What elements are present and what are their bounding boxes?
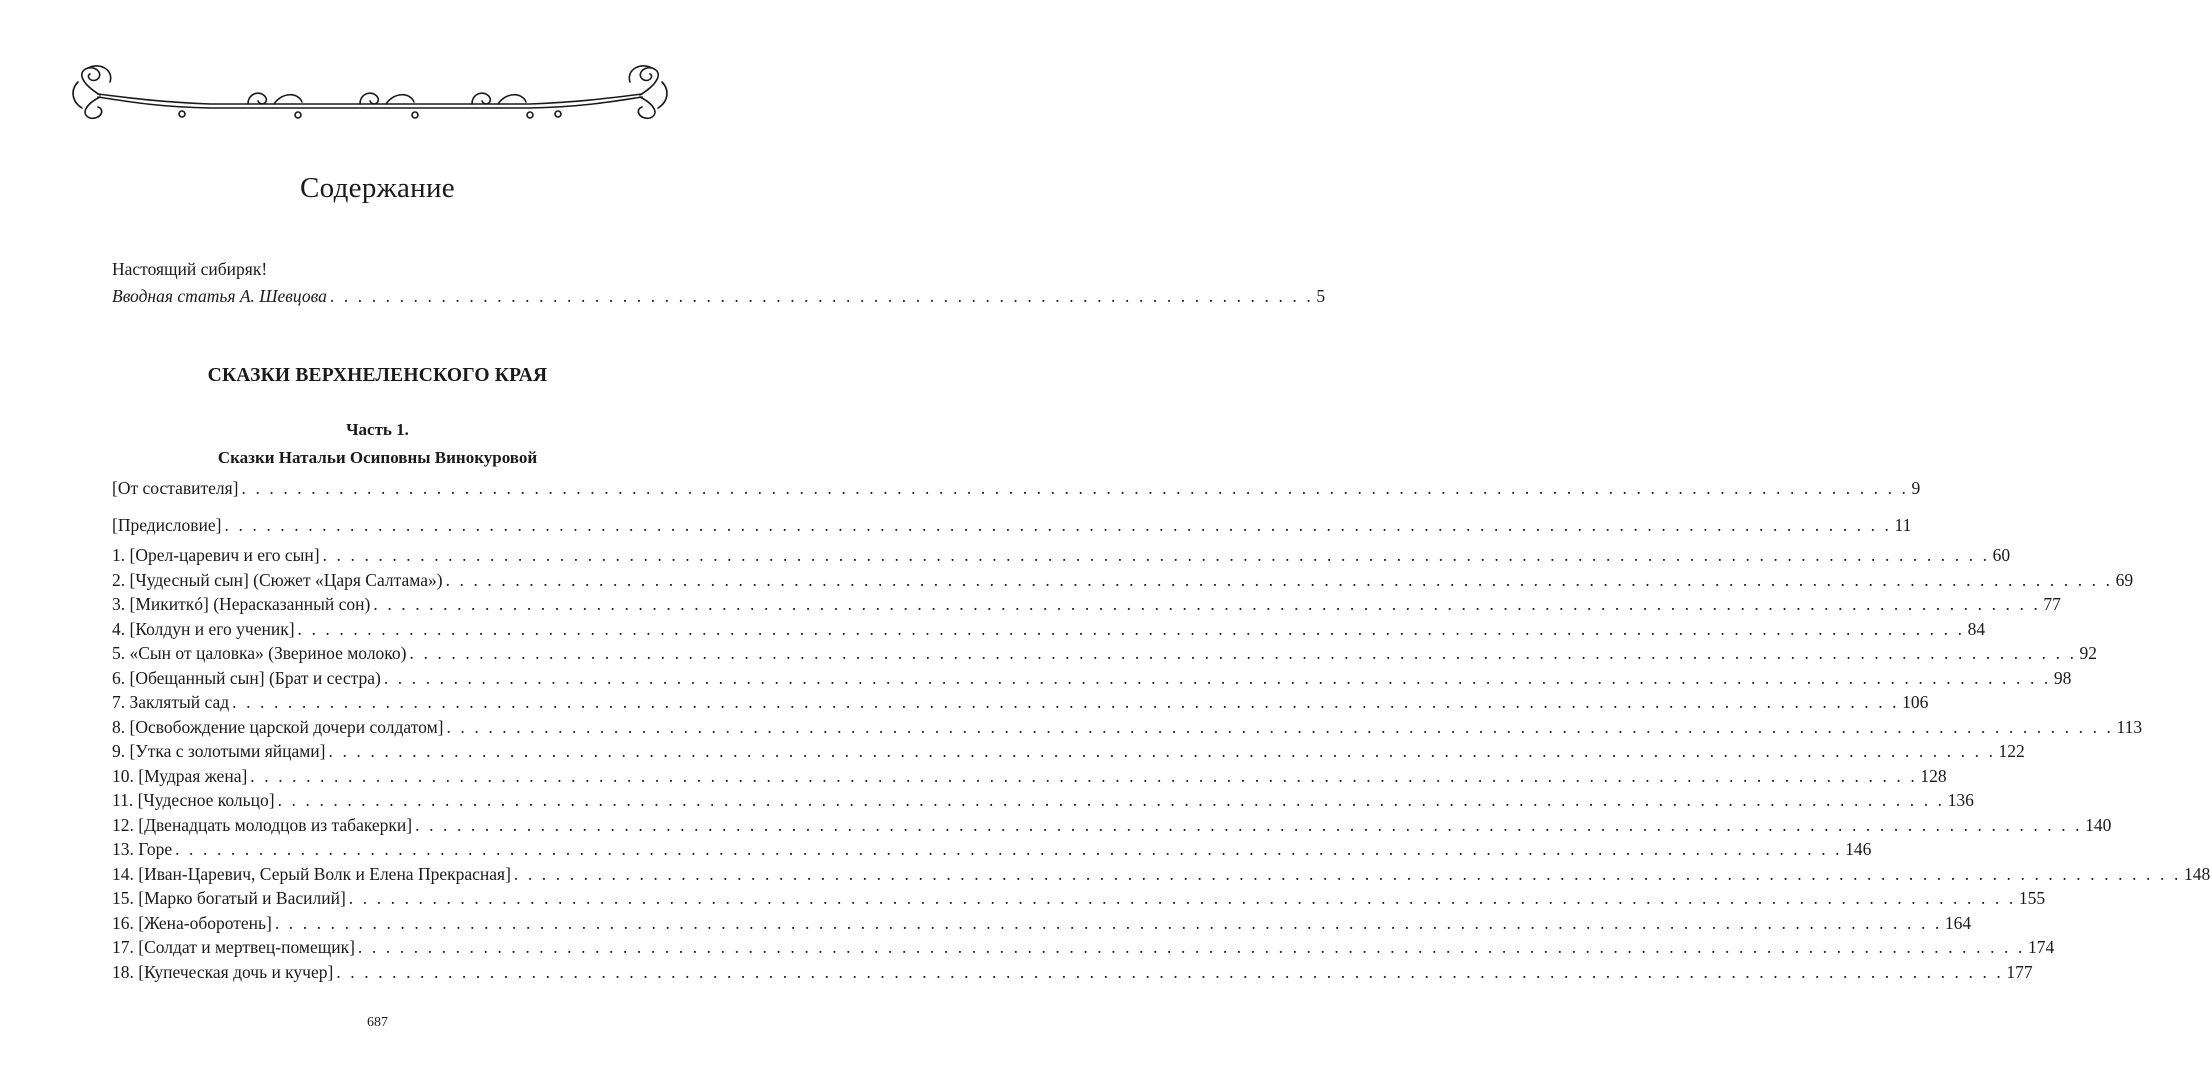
- toc-row: [112, 545, 2011, 570]
- toc-entry-page: 106: [1902, 692, 1929, 712]
- toc-row: [112, 643, 2098, 668]
- toc-row: [112, 283, 1326, 310]
- leader-dots: . . . . . . . . . . . . . . . . . . . . . . . . . . . . . . . . . . . . . . . . . . . . . . . . . . . . . . . . . . . . . . . . . . . . . . . . . . . . . . . . . . . . . . . . . . . . . . . . . . . . . . . . . . . . . . . . . . . . . . . .: [328, 741, 1996, 761]
- section-heading: СКАЗКИ ВЕРХНЕЛЕНСКОГО КРАЯ: [207, 365, 548, 386]
- leader-dots: . . . . . . . . . . . . . . . . . . . . . . . . . . . . . . . . . . . . . . . . . . . . . . . . . . . . . . . . . . . . . . . . . . . . . . . . . . . . . . . . . . . . . . . . . . . . . . . . . . . . . . . . . . . . . . . . . . . . . . . .: [250, 765, 1918, 786]
- toc-row: [112, 814, 2112, 840]
- toc-entry-title: 18. [Купеческая дочь и кучер]: [112, 961, 334, 982]
- toc-row: [112, 863, 2210, 889]
- toc-entry-title: 16. [Жена-оборотень]: [112, 912, 272, 933]
- toc-entry-title: 9. [Утка с золотыми яйцами]: [112, 741, 326, 761]
- toc-entry-title: Вводная статья А. Шевцова: [112, 286, 327, 306]
- leader-dots: . . . . . . . . . . . . . . . . . . . . . . . . . . . . . . . . . . . . . . . . . . . . . . . . . . . . . . . . . . . . . . . . . . . . . . . . . . . . . . . . . . . . . . . . . . . . . . . . . . . . . . . . . . . . . . . . . . . . . . . .: [241, 478, 1909, 498]
- toc-row: [112, 790, 1974, 815]
- part-number: Часть 1.: [346, 420, 409, 439]
- page-number: 687: [367, 1015, 388, 1030]
- toc-row: [112, 961, 2033, 987]
- leader-dots: . . . . . . . . . . . . . . . . . . . . . . . . . . . . . . . . . . . . . . . . . . . . . . . . . . . . . . . . . . . . . . . . . . . . . . . . . . . . . . . . . . . . . . . . . . . . . . . . . . . . . . . . . . . . . . . . . . . . . . . .: [348, 888, 2016, 908]
- toc-entry-title: 11. [Чудесное кольцо]: [112, 790, 275, 810]
- toc-entry-title: 15. [Марко богатый и Василий]: [112, 888, 346, 908]
- toc-entry-page: 136: [1947, 790, 1974, 810]
- toc-entry-page: 113: [2116, 716, 2143, 737]
- toc-entry-page: 69: [2115, 569, 2134, 590]
- leader-dots: . . . . . . . . . . . . . . . . . . . . . . . . . . . . . . . . . . . . . . . . . . . . . . . . . . . . . . . . . . . . . . . . . . . . . . . . . . . . . . . . . . . . . . . . . . . . . . . . . . . . . . . . . . . . . . . . . . . . . . . .: [415, 814, 2083, 835]
- leader-dots: . . . . . . . . . . . . . . . . . . . . . . . . . . . . . . . . . . . . . . . . . . . . . . . . . . . . . . . . . . . . . . . . . . . . . . . . . . . . . . . . . . . . . . . . . . . . . . . . . . . . . . . . . . . . . . . . . . . . . . . .: [383, 667, 2051, 688]
- toc-row: [112, 765, 1947, 791]
- toc-entry-title: 12. [Двенадцать молодцов из табакерки]: [112, 814, 413, 835]
- toc-entry-page: 84: [1967, 618, 1986, 639]
- toc-front-matter: [112, 478, 1921, 552]
- toc-row: [112, 912, 1972, 938]
- intro-entry: [112, 256, 1326, 310]
- toc-entry-title: 5. «Сын от цаловка» (Звериное молоко): [112, 643, 407, 663]
- part-title: Сказки Натальи Осиповны Винокуровой: [217, 448, 538, 467]
- toc-entry-page: 177: [2006, 961, 2033, 982]
- leader-dots: . . . . . . . . . . . . . . . . . . . . . . . . . . . . . . . . . . . . . . . . . . . . . . . . . . . . . . . . . . . . . . . . . . . . . . . . . . . . . . . . . . . . . . . . . . . . . . . . . . . . . . . . . . . . . . . . . . . . . . . .: [274, 912, 1942, 933]
- leader-dots: . . . . . . . . . . . . . . . . . . . . . . . . . . . . . . . . . . . . . . . . . . . . . . . . . . . . . . . . . . . . . . . . . . . . . . . . . . . . . . . . . . . . . . . . . . . . . . . . . . . . . . . . . . . . . . . . . . . . . . . .: [277, 790, 1945, 810]
- toc-entry-page: 11: [1894, 515, 1912, 535]
- leader-dots: . . . . . . . . . . . . . . . . . . . . . . . . . . . . . . . . . . . . . . . . . . . . . . . . . . . . . . . . . . . . . . . . . . . . . . . . . . . . . . . . . . . . . . . . . . . . . . . . . . . . . . . . . . . . . . . . . . . . . . . .: [373, 594, 2041, 614]
- toc-entry-page: 122: [1998, 741, 2025, 761]
- toc-entry-page: 140: [2085, 814, 2112, 835]
- toc-entry-title: [Предисловие]: [112, 515, 222, 535]
- toc-row: [112, 692, 1929, 717]
- toc-row: [112, 256, 612, 283]
- toc-entry-title: 14. [Иван-Царевич, Серый Волк и Елена Прекрасная]: [112, 863, 511, 884]
- leader-dots: . . . . . . . . . . . . . . . . . . . . . . . . . . . . . . . . . . . . . . . . . . . . . . . . . . . . . . . . . . . . . . . . . . . . . . . . . . . . . . . . . . . . . . . . . . . . . . . . . . . . . . . . . . . . . . . . . . . . . . . .: [336, 961, 2004, 982]
- part-heading: [0, 416, 755, 472]
- toc-entry-page: 164: [1944, 912, 1972, 933]
- toc-list: [112, 545, 2210, 986]
- leader-dots: . . . . . . . . . . . . . . . . . . . . . . . . . . . . . . . . . . . . . . . . . . . . . . . . . . . . . . . . . . . . . . . . . . . . . . . . . . . . . . . . . . . . . . . . . . . . . . . . . . . . . . . . . . . . . . . . . . . . . . . .: [175, 839, 1843, 859]
- toc-row: [112, 478, 1921, 515]
- toc-row: [112, 667, 2072, 693]
- toc-entry-title: 7. Заклятый сад: [112, 692, 230, 712]
- toc-row: [112, 741, 2025, 766]
- toc-entry-page: 146: [1845, 839, 1872, 859]
- toc-entry-title: 6. [Обещанный сын] (Брат и сестра): [112, 667, 381, 688]
- leader-dots: . . . . . . . . . . . . . . . . . . . . . . . . . . . . . . . . . . . . . . . . . . . . . . . . . . . . . . . . . . . . . . . . . . . . . . . . . . . . . . . . . . . . . . . . . . . . . . . . . . . . . . . . . . . . . . . . . . . . . . . .: [409, 643, 2077, 663]
- toc-entry-page: 98: [2053, 667, 2072, 688]
- toc-entry-page: 174: [2027, 937, 2055, 957]
- leader-dots: . . . . . . . . . . . . . . . . . . . . . . . . . . . . . . . . . . . . . . . . . . . . . . . . . . . . . . . . . . . . . . . . . . . . . . . . . . . . . . . . . . . . . . . . . . . . . . . . . . . . . . . . . . . . . . . . . . . . . . . .: [232, 692, 1900, 712]
- leader-dots: . . . . . . . . . . . . . . . . . . . . . . . . . . . . . . . . . . . . . . . . . . . . . . . . . . . . . . . . . . . . . . . . . . . . . . . . . . . . . . . . . . . . . . . . . . . . . . . . . . . . . . . . . . . . . . . . . . . . . . . .: [224, 515, 1892, 535]
- toc-entry-title: 8. [Освобождение царской дочери солдатом]: [112, 716, 444, 737]
- toc-entry-title: 10. [Мудрая жена]: [112, 765, 248, 786]
- toc-row: [112, 888, 2046, 913]
- toc-row: [112, 569, 2134, 595]
- toc-row: [112, 716, 2143, 742]
- toc-row: [112, 937, 2055, 962]
- leader-dots: . . . . . . . . . . . . . . . . . . . . . . . . . . . . . . . . . . . . . . . . . . . . . . . . . . . . . . . . . . . . . . . . . . . . . . . . . . . . . . . . . . . . . . . . . . . . . . . . . . . . . . . . . . . . . . . . . . . . . . . .: [513, 863, 2181, 884]
- toc-entry-title: 4. [Колдун и его ученик]: [112, 618, 295, 639]
- toc-entry-page: 128: [1920, 765, 1947, 786]
- toc-entry-page: 148: [2183, 863, 2210, 884]
- toc-entry-title: 3. [Микиткó] (Нерасказанный сон): [112, 594, 371, 614]
- toc-row: [112, 618, 1986, 644]
- toc-row: [112, 594, 2061, 619]
- page-title: Содержание: [300, 172, 455, 204]
- toc-entry-title: [От составителя]: [112, 478, 239, 498]
- toc-entry-page: 155: [2018, 888, 2046, 908]
- leader-dots: . . . . . . . . . . . . . . . . . . . . . . . . . . . . . . . . . . . . . . . . . . . . . . . . . . . . . . . . . . . . . . . . . . . . . . . . . . . . . . . . . . . . . . . . . . . . . . . . . . . . . . . . . . . . . . . . . . . . . . . .: [297, 618, 1965, 639]
- leader-dots: . . . . . . . . . . . . . . . . . . . . . . . . . . . . . . . . . . . . . . . . . . . . . . . . . . . . . . . . . . . . . . . . . . . . . . . . . . . . . . . . . . . . . . . . . . . . . . . . . . . . . . . . . . . . . . . . . . . . . . . .: [446, 716, 2114, 737]
- toc-entry-page: 9: [1911, 478, 1921, 498]
- toc-entry-page: 77: [2043, 594, 2061, 614]
- leader-dots: . . . . . . . . . . . . . . . . . . . . . . . . . . . . . . . . . . . . . . . . . . . . . . . . . . . . . . . . . . . . . . . . . . . . . . . . . . . . . . . . . . . . . . . . . . . . . . . . . . . . . . . . . . . . . . . . . . . . . . . .: [322, 545, 1990, 565]
- toc-entry-page: 60: [1992, 545, 2011, 565]
- toc-entry-page: 5: [1316, 286, 1326, 306]
- toc-entry-title: Настоящий сибиряк!: [112, 259, 268, 279]
- leader-dots: . . . . . . . . . . . . . . . . . . . . . . . . . . . . . . . . . . . . . . . . . . . . . . . . . . . . . . . . . . . . . . . . . . . . . . . . . . . . . . . . . . . . . . . . . . . . . . . . . . . . . . . . . . . . . . . . . . . . . . . .: [445, 569, 2113, 590]
- leader-dots: . . . . . . . . . . . . . . . . . . . . . . . . . . . . . . . . . . . . . . . . . . . . . . . . . . . . . . . . . . . . . . . . . . . . . . .: [329, 286, 1314, 306]
- decorative-ornament: [70, 62, 670, 124]
- leader-dots: . . . . . . . . . . . . . . . . . . . . . . . . . . . . . . . . . . . . . . . . . . . . . . . . . . . . . . . . . . . . . . . . . . . . . . . . . . . . . . . . . . . . . . . . . . . . . . . . . . . . . . . . . . . . . . . . . . . . . . . .: [357, 937, 2025, 957]
- toc-entry-title: 13. Горе: [112, 839, 173, 859]
- toc-entry-title: 1. [Орел-царевич и его сын]: [112, 545, 320, 565]
- toc-entry-page: 92: [2079, 643, 2098, 663]
- toc-entry-title: 17. [Солдат и мертвец-помещик]: [112, 937, 355, 957]
- toc-row: [112, 839, 1872, 864]
- toc-entry-title: 2. [Чудесный сын] (Сюжет «Царя Салтама»): [112, 569, 443, 590]
